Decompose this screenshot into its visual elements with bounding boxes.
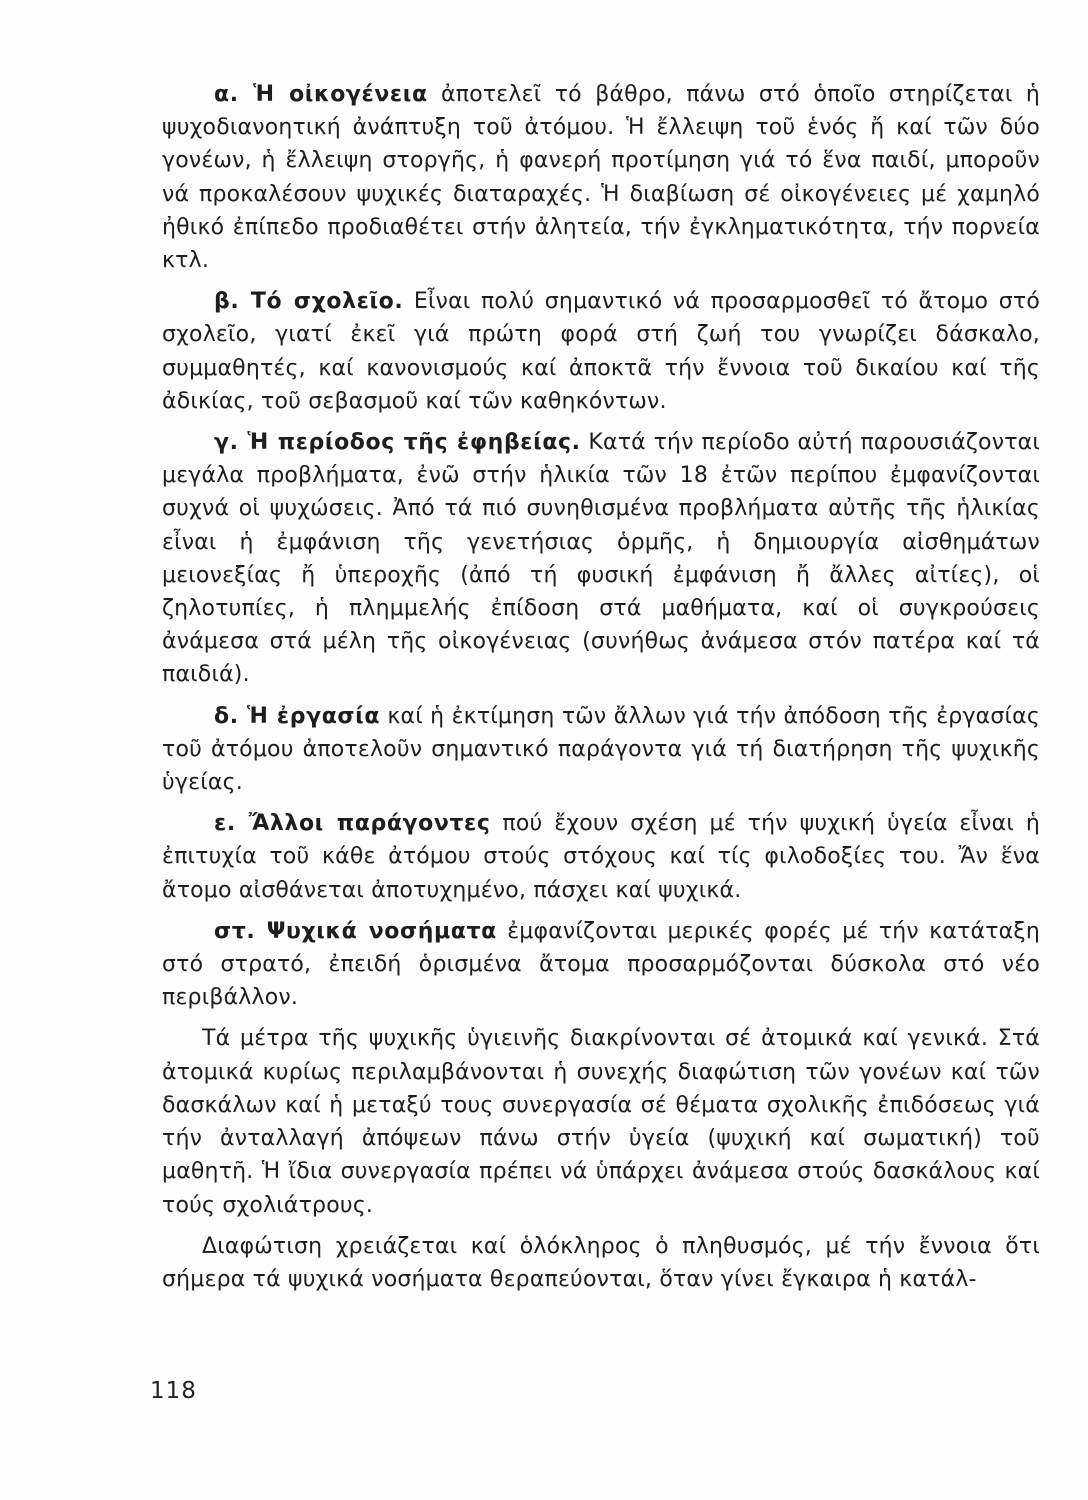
section-heading: ε. Ἄλλοι παράγοντες (214, 811, 491, 837)
section-school (162, 285, 1040, 418)
section-work (162, 700, 1040, 800)
section-adolescence (162, 426, 1040, 692)
section-text: Εἶναι πολύ σημαντικό νά προσαρμοσθεῖ τό ἄτομο στό σχολεῖο, γιατί ἐκεῖ γιά πρώτη φορά στή ζωή του γνωρίζει δάσκαλο, συμμαθητές, καί κανονισμούς καί ἀποκτᾶ τήν ἔννοια τοῦ δικαίου καί τῆς ἀδικίας, τοῦ σεβασμοῦ καί τῶν καθηκόντων. (162, 289, 1040, 414)
section-text: ἐμφανίζονται μερικές φορές μέ τήν κατάταξη στό στρατό, ἐπειδή ὁρισμένα ἄτομα προσαρμόζονται δύσκολα στό νέο περιβάλλον. (162, 918, 1040, 1011)
page-body-text (162, 78, 1040, 1304)
section-heading: β. Τό σχολεῖο. (214, 289, 404, 315)
section-text: ἀποτελεῖ τό βάθρο, πάνω στό ὁποῖο στηρίζεται ἡ ψυχοδιανοητική ἀνάπτυξη τοῦ ἀτόμου. Ἡ ἔλλειψη τοῦ ἑνός ἤ καί τῶν δύο γονέων, ἡ ἔλλειψη στοργῆς, ἡ φανερή προτίμηση γιά τό ἕνα παιδί, μποροῦν νά προκαλέσουν ψυχικές διαταραχές. Ἡ διαβίωση σέ οἰκογένειες μέ χαμηλό ἠθικό ἐπίπεδο προδιαθέτει στήν ἀλητεία, τήν ἐγκληματικότητα, τήν πορνεία κτλ. (162, 82, 1041, 274)
section-text: Κατά τήν περίοδο αὐτή παρουσιάζονται μεγάλα προβλήματα, ἐνῶ στήν ἡλικία τῶν 18 ἐτῶν περίπου ἐμφανίζονται συχνά οἱ ψυχώσεις. Ἀπό τά πιό συνηθισμένα προβλήματα αὐτῆς τῆς ἡλικίας εἶναι ἡ ἐμφάνιση τῆς γενετήσιας ὁρμῆς, ἡ δημιουργία αἰσθημάτων μειονεξίας ἤ ὑπεροχῆς (ἀπό τή φυσική ἐμφάνιση ἤ ἄλλες αἰτίες), οἱ ζηλοτυπίες, ἡ πλημμελής ἐπίδοση στά μαθήματα, καί οἱ συγκρούσεις ἀνάμεσα στά μέλη τῆς οἰκογένειας (συνήθως ἀνάμεσα στόν πατέρα καί τά παιδιά). (162, 430, 1040, 688)
section-heading: δ. Ἡ ἐργασία (214, 703, 381, 729)
section-heading: α. Ἡ οἰκογένεια (214, 82, 428, 107)
page-number: 118 (150, 1378, 197, 1404)
section-heading: γ. Ἡ περίοδος τῆς ἐφηβείας. (214, 430, 581, 456)
section-heading: στ. Ψυχικά νοσήματα (214, 918, 497, 944)
section-text: πού ἔχουν σχέση μέ τήν ψυχική ὑγεία εἶναι ἡ ἐπιτυχία τοῦ κάθε ἀτόμου στούς στόχους καί τίς φιλοδοξίες του. Ἄν ἕνα ἄτομο αἰσθάνεται ἀποτυχημένο, πάσχει καί ψυχικά. (162, 811, 1040, 903)
paragraph-hygiene-measures: Τά μέτρα τῆς ψυχικῆς ὑγιεινῆς διακρίνονται σέ ἀτομικά καί γενικά. Στά ἀτομικά κυρίως περιλαμβάνονται ἡ συνεχής διαφώτιση τῶν γονέων καί τῶν δασκάλων καί ἡ μεταξύ τους συνεργασία σέ θέματα σχολικῆς ἐπιδόσεως γιά τήν ἀνταλλαγή ἀπόψεων πάνω στήν ὑγεία (ψυχική καί σωματική) τοῦ μαθητῆ. Ἡ ἴδια συνεργασία πρέπει νά ὑπάρχει ἀνάμεσα στούς δασκάλους καί τούς σχολιάτρους. (162, 1026, 1040, 1218)
section-mental-illness (162, 915, 1040, 1015)
paragraph-public-awareness: Διαφώτιση χρειάζεται καί ὁλόκληρος ὁ πληθυσμός, μέ τήν ἔννοια ὅτι σήμερα τά ψυχικά νοσήματα θεραπεύονται, ὅταν γίνει ἔγκαιρα ἡ κατάλ- (162, 1233, 1040, 1292)
section-other-factors (162, 807, 1040, 907)
section-text: καί ἡ ἐκτίμηση τῶν ἄλλων γιά τήν ἀπόδοση τῆς ἐργασίας τοῦ ἀτόμου ἀποτελοῦν σημαντικό παράγοντα γιά τή διατήρηση τῆς ψυχικῆς ὑγείας. (162, 703, 1040, 796)
section-family (162, 78, 1040, 277)
